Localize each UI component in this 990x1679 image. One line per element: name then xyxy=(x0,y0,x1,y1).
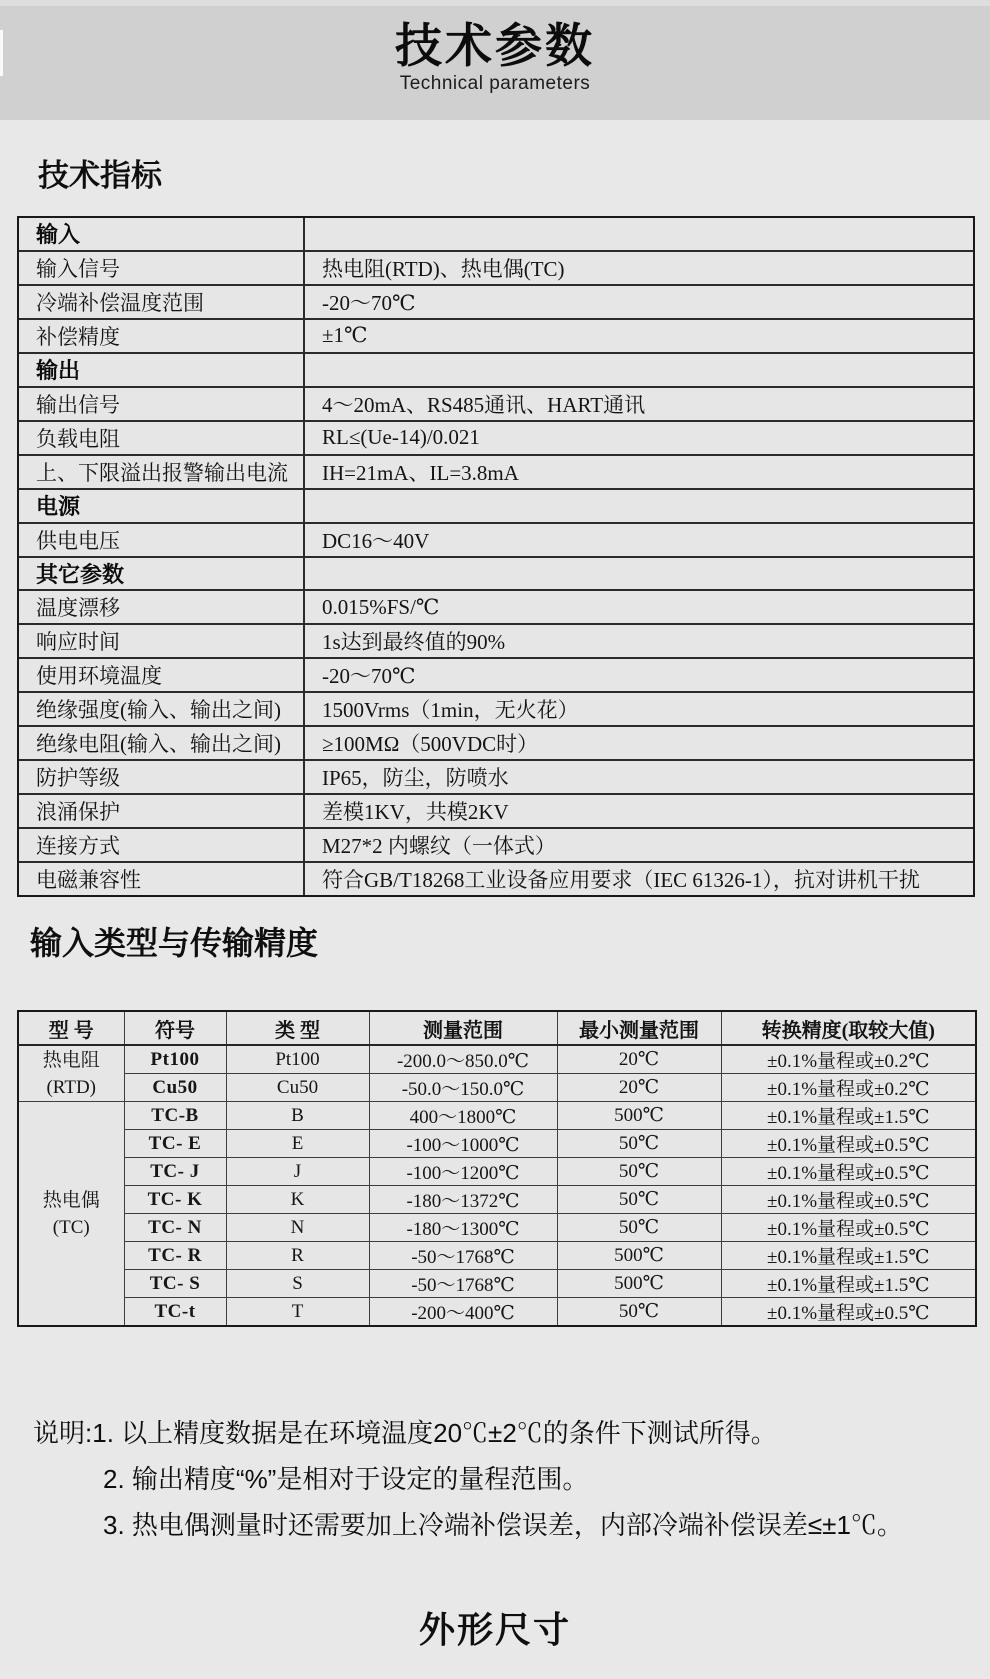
spec-value: DC16～40V xyxy=(322,528,430,553)
column-header: 类 型 xyxy=(226,1011,369,1045)
type-cell: Cu50 xyxy=(226,1074,369,1102)
type-cell: Pt100 xyxy=(226,1045,369,1074)
spec-row xyxy=(19,386,973,420)
note-line xyxy=(33,1410,903,1456)
spec-row xyxy=(19,691,973,725)
accuracy-cell: ±0.1%量程或±0.2℃ xyxy=(721,1045,976,1074)
column-header: 转换精度(取较大值) xyxy=(721,1011,976,1045)
spec-label: 冷端补偿温度范围 xyxy=(19,286,305,318)
min-range-cell: 500℃ xyxy=(557,1242,721,1270)
min-range-cell: 500℃ xyxy=(557,1270,721,1298)
input-types-table xyxy=(17,1010,977,1327)
spec-value: 0.015%FS/℃ xyxy=(322,594,440,619)
note-text: 1. 以上精度数据是在环境温度20℃±2℃的条件下测试所得。 xyxy=(92,1418,777,1448)
section-title-dimensions: 外形尺寸 xyxy=(418,1609,571,1650)
table-row xyxy=(18,1214,976,1242)
spec-row xyxy=(19,589,973,623)
spec-value: 差模1KV，共模2KV xyxy=(322,800,509,825)
symbol-cell: TC-B xyxy=(124,1102,226,1130)
spec-row xyxy=(19,657,973,691)
spec-row xyxy=(19,793,973,827)
accuracy-cell: ±0.1%量程或±0.5℃ xyxy=(721,1186,976,1214)
spec-row xyxy=(19,522,973,556)
spec-row xyxy=(19,759,973,793)
model-sub: (RTD) xyxy=(46,1076,96,1098)
column-header: 测量范围 xyxy=(369,1011,557,1045)
accuracy-cell: ±0.1%量程或±1.5℃ xyxy=(721,1242,976,1270)
header-banner xyxy=(0,6,990,120)
spec-value xyxy=(305,490,973,522)
spec-value: IH=21mA、IL=3.8mA xyxy=(322,460,519,485)
accuracy-cell: ±0.1%量程或±1.5℃ xyxy=(721,1270,976,1298)
spec-label: 绝缘强度(输入、输出之间) xyxy=(19,693,305,725)
spec-label: 绝缘电阻(输入、输出之间) xyxy=(19,727,305,759)
spec-group-row xyxy=(19,218,973,250)
notes-prefix: 说明: xyxy=(33,1418,93,1448)
min-range-cell: 50℃ xyxy=(557,1298,721,1327)
spec-label: 供电电压 xyxy=(19,524,305,556)
spec-row xyxy=(19,454,973,488)
page-subtitle: Technical parameters xyxy=(399,73,591,94)
spec-row xyxy=(19,318,973,352)
range-cell: -180～1372℃ xyxy=(369,1186,557,1214)
min-range-cell: 50℃ xyxy=(557,1158,721,1186)
spec-row xyxy=(19,284,973,318)
spec-row xyxy=(19,420,973,454)
note-line: 3. 热电偶测量时还需要加上冷端补偿误差，内部冷端补偿误差≤±1℃。 xyxy=(103,1510,903,1540)
section-title-input-types: 输入类型与传输精度 xyxy=(30,925,319,961)
symbol-cell: TC- E xyxy=(124,1130,226,1158)
min-range-cell: 20℃ xyxy=(557,1045,721,1074)
min-range-cell: 50℃ xyxy=(557,1130,721,1158)
spec-row xyxy=(19,827,973,861)
range-cell: -50～1768℃ xyxy=(369,1270,557,1298)
spec-value: RL≤(Ue-14)/0.021 xyxy=(322,425,480,450)
spec-label: 防护等级 xyxy=(19,761,305,793)
range-cell: -180～1300℃ xyxy=(369,1214,557,1242)
min-range-cell: 20℃ xyxy=(557,1074,721,1102)
type-cell: B xyxy=(226,1102,369,1130)
table-row xyxy=(18,1045,976,1074)
spec-label: 负载电阻 xyxy=(19,422,305,454)
table-row xyxy=(18,1102,976,1130)
spec-value xyxy=(305,558,973,590)
spec-value: 热电阻(RTD)、热电偶(TC) xyxy=(322,256,565,281)
table-row xyxy=(18,1270,976,1298)
table-row xyxy=(18,1242,976,1270)
range-cell: -50.0～150.0℃ xyxy=(369,1074,557,1102)
model-name: 热电阻 xyxy=(42,1049,100,1071)
range-cell: 400～1800℃ xyxy=(369,1102,557,1130)
banner-notch xyxy=(0,30,3,76)
spec-label: 输出 xyxy=(19,354,305,386)
notes xyxy=(33,1410,903,1548)
table-row xyxy=(18,1186,976,1214)
spec-label: 温度漂移 xyxy=(19,591,305,623)
type-cell: N xyxy=(226,1214,369,1242)
page-title: 技术参数 xyxy=(395,19,595,72)
accuracy-cell: ±0.1%量程或±0.5℃ xyxy=(721,1214,976,1242)
type-cell: K xyxy=(226,1186,369,1214)
section-title-specs: 技术指标 xyxy=(38,158,162,193)
spec-value: 符合GB/T18268工业设备应用要求（IEC 61326-1），抗对讲机干扰 xyxy=(322,868,920,893)
spec-value: ±1℃ xyxy=(322,323,368,348)
column-header: 型 号 xyxy=(18,1011,124,1045)
spec-label: 电源 xyxy=(19,490,305,522)
symbol-cell: TC- K xyxy=(124,1186,226,1214)
min-range-cell: 50℃ xyxy=(557,1214,721,1242)
spec-value xyxy=(305,354,973,386)
symbol-cell: Pt100 xyxy=(124,1045,226,1074)
accuracy-cell: ±0.1%量程或±0.2℃ xyxy=(721,1074,976,1102)
symbol-cell: TC- J xyxy=(124,1158,226,1186)
symbol-cell: TC-t xyxy=(124,1298,226,1327)
accuracy-cell: ±0.1%量程或±0.5℃ xyxy=(721,1130,976,1158)
accuracy-cell: ±0.1%量程或±0.5℃ xyxy=(721,1298,976,1327)
range-cell: -100～1000℃ xyxy=(369,1130,557,1158)
spec-label: 浪涌保护 xyxy=(19,795,305,827)
spec-value: -20～70℃ xyxy=(322,664,416,689)
spec-value: ≥100MΩ（500VDC时） xyxy=(322,732,539,757)
column-header: 最小测量范围 xyxy=(557,1011,721,1045)
symbol-cell: TC- N xyxy=(124,1214,226,1242)
spec-group-row xyxy=(19,352,973,386)
column-header: 符号 xyxy=(124,1011,226,1045)
spec-row xyxy=(19,623,973,657)
range-cell: -100～1200℃ xyxy=(369,1158,557,1186)
spec-label: 电磁兼容性 xyxy=(19,863,305,895)
spec-value: 1500Vrms（1min，无火花） xyxy=(322,698,579,723)
type-cell: R xyxy=(226,1242,369,1270)
range-cell: -50～1768℃ xyxy=(369,1242,557,1270)
min-range-cell: 500℃ xyxy=(557,1102,721,1130)
type-cell: T xyxy=(226,1298,369,1327)
accuracy-cell: ±0.1%量程或±1.5℃ xyxy=(721,1102,976,1130)
spec-row xyxy=(19,250,973,284)
spec-value: IP65，防尘，防喷水 xyxy=(322,766,509,791)
spec-value: 4～20mA、RS485通讯、HART通讯 xyxy=(322,392,646,417)
specs-table xyxy=(17,216,975,897)
spec-group-row xyxy=(19,556,973,590)
spec-value xyxy=(305,218,973,250)
model-group-cell xyxy=(18,1102,124,1327)
spec-label: 输出信号 xyxy=(19,388,305,420)
spec-label: 补偿精度 xyxy=(19,320,305,352)
input-types-table-wrap xyxy=(17,1010,977,1327)
accuracy-cell: ±0.1%量程或±0.5℃ xyxy=(721,1158,976,1186)
spec-value: -20～70℃ xyxy=(322,290,416,315)
spec-label: 输入 xyxy=(19,218,305,250)
spec-label: 连接方式 xyxy=(19,829,305,861)
spec-value: 1s达到最终值的90% xyxy=(322,630,506,655)
spec-row xyxy=(19,861,973,895)
type-cell: E xyxy=(226,1130,369,1158)
model-group-cell xyxy=(18,1045,124,1102)
spec-row xyxy=(19,725,973,759)
type-cell: J xyxy=(226,1158,369,1186)
range-cell: -200～400℃ xyxy=(369,1298,557,1327)
spec-label: 上、下限溢出报警输出电流 xyxy=(19,456,305,488)
type-cell: S xyxy=(226,1270,369,1298)
spec-label: 其它参数 xyxy=(19,558,305,590)
header-row xyxy=(18,1011,976,1045)
spec-label: 响应时间 xyxy=(19,625,305,657)
spec-label: 使用环境温度 xyxy=(19,659,305,691)
table-row xyxy=(18,1298,976,1327)
symbol-cell: Cu50 xyxy=(124,1074,226,1102)
table-row xyxy=(18,1158,976,1186)
symbol-cell: TC- R xyxy=(124,1242,226,1270)
min-range-cell: 50℃ xyxy=(557,1186,721,1214)
model-name: 热电偶 xyxy=(42,1189,100,1211)
model-sub: (TC) xyxy=(52,1216,90,1238)
table-row xyxy=(18,1074,976,1102)
range-cell: -200.0～850.0℃ xyxy=(369,1045,557,1074)
note-line: 2. 输出精度“%”是相对于设定的量程范围。 xyxy=(103,1464,589,1494)
spec-value: M27*2 内螺纹（一体式） xyxy=(322,834,556,859)
spec-label: 输入信号 xyxy=(19,252,305,284)
spec-group-row xyxy=(19,488,973,522)
symbol-cell: TC- S xyxy=(124,1270,226,1298)
table-row xyxy=(18,1130,976,1158)
